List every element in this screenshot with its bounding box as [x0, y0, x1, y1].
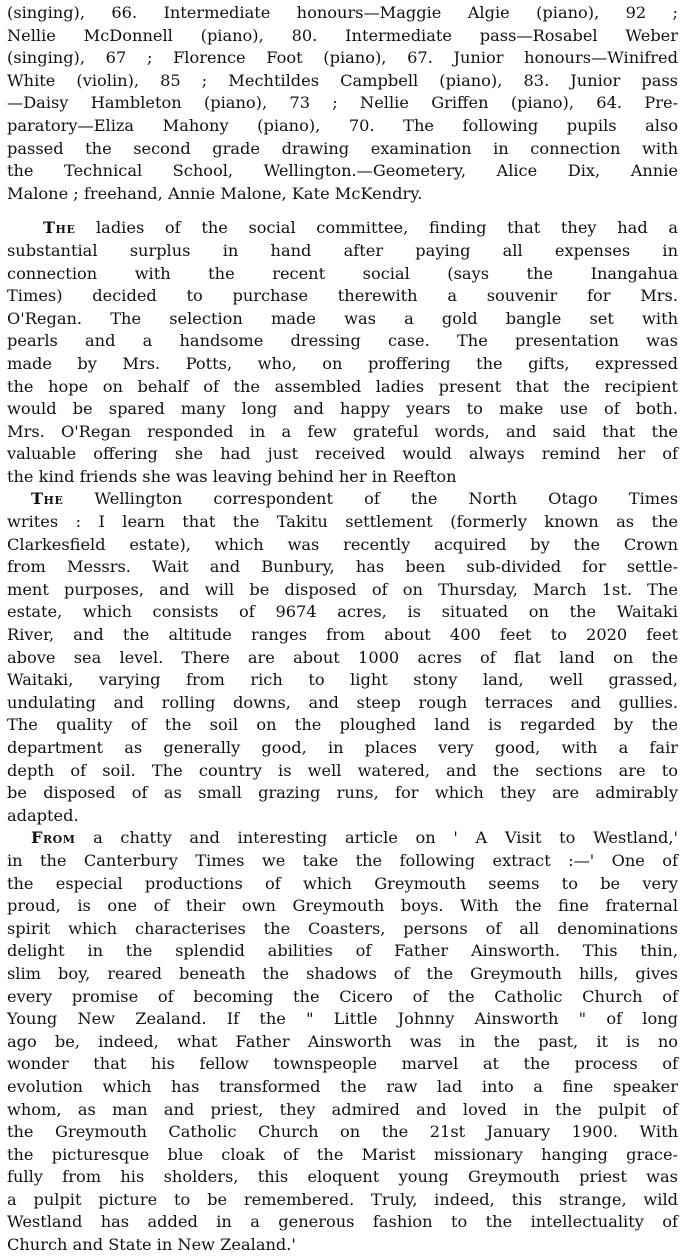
paragraph-social-committee [7, 217, 678, 488]
text-line: spirit which characterises the Coasters, persons of all denominations [7, 918, 678, 938]
text-line: Church and State in New Zealand.' [7, 1235, 296, 1255]
text-line [7, 217, 678, 240]
text-line: from Messrs. Wait and Bunbury, has been sub-divided for settle- [7, 557, 678, 577]
text-line: substantial surplus in hand after paying all expenses in [7, 240, 678, 260]
text-line: the hope on behalf of the assembled ladies present that the recipient [7, 376, 678, 396]
text-line: ment purposes, and will be disposed of on Thursday, March 1st. The [7, 579, 678, 599]
text-line: Nellie McDonnell (piano), 80. Intermediate pass—Rosabel Weber [7, 25, 678, 45]
text-line: Westland has added in a generous fashion to the intellectuality of [7, 1212, 678, 1232]
text-line: the especial productions of which Greymouth seems to be very [7, 873, 678, 893]
text-line: O'Regan. The selection made was a gold bangle set with [7, 308, 678, 328]
text-line: above sea level. There are about 1000 acres of flat land on the [7, 647, 678, 667]
paragraph-lead-word: The [43, 218, 76, 238]
text-line: estate, which consists of 9674 acres, is situated on the Waitaki [7, 602, 678, 622]
text-line: wonder that his fellow townspeople marvel at the process of [7, 1054, 678, 1074]
paragraph-gap [7, 205, 678, 217]
text-line: adapted. [7, 805, 79, 825]
text-line: would be spared many long and happy years to make use of both. [7, 399, 678, 419]
text-line: delight in the splendid abilities of Father Ainsworth. This thin, [7, 941, 678, 961]
paragraph-exam-results [7, 2, 678, 205]
text-line: proud, is one of their own Greymouth boys. With the fine fraternal [7, 896, 678, 916]
text-line: the picturesque blue cloak of the Marist missionary hanging grace- [7, 1144, 678, 1164]
text-line: Malone ; freehand, Annie Malone, Kate McKendry. [7, 183, 423, 203]
text-line: the kind friends she was leaving behind her in Reefton [7, 466, 457, 486]
text-line: whom, as man and priest, they admired and loved in the pulpit of [7, 1099, 678, 1119]
line-text: a chatty and interesting article on ' A Visit to Westland,' [75, 828, 678, 848]
line-text: ladies of the social committee, finding that they had a [75, 218, 678, 238]
text-line: —Daisy Hambleton (piano), 73 ; Nellie Griffen (piano), 64. Pre- [7, 93, 678, 113]
text-line: (singing), 67 ; Florence Foot (piano), 67. Junior honours—Winifred [7, 48, 678, 68]
text-line: slim boy, reared beneath the shadows of the Greymouth hills, gives [7, 963, 678, 983]
text-line: fully from his sholders, this eloquent young Greymouth priest was [7, 1167, 678, 1187]
paragraph-takitu-settlement [7, 488, 678, 827]
text-line: Mrs. O'Regan responded in a few grateful words, and said that the [7, 421, 678, 441]
text-line: Times) decided to purchase therewith a souvenir for Mrs. [7, 286, 678, 306]
paragraph-westland-article [7, 827, 678, 1256]
text-line: made by Mrs. Potts, who, on proffering the gifts, expressed [7, 353, 678, 373]
text-line: be disposed of as small grazing runs, for which they are admirably [7, 783, 678, 803]
text-line: the Greymouth Catholic Church on the 21st January 1900. With [7, 1122, 678, 1142]
line-text: Wellington correspondent of the North Otago Times [63, 489, 678, 509]
text-line: department as generally good, in places very good, with a fair [7, 738, 678, 757]
text-line: every promise of becoming the Cicero of the Catholic Church of [7, 986, 678, 1006]
text-line [7, 488, 678, 511]
text-line: depth of soil. The country is well watered, and the sections are to [7, 760, 678, 780]
paragraph-lead-word: The [31, 489, 64, 509]
text-line: Waitaki, varying from rich to light stony land, well grassed, [7, 670, 678, 690]
text-line: valuable offering she had just received would always remind her of [7, 444, 678, 464]
text-line: White (violin), 85 ; Mechtildes Campbell (piano), 83. Junior pass [7, 70, 678, 90]
text-line: writes : I learn that the Takitu settlement (formerly known as the [7, 512, 678, 532]
text-line: in the Canterbury Times we take the following extract :—' One of [7, 850, 678, 870]
text-line: (singing), 66. Intermediate honours—Maggie Algie (piano), 92 ; [7, 3, 678, 22]
text-line: The quality of the soil on the ploughed land is regarded by the [7, 715, 678, 735]
text-line: undulating and rolling downs, and steep rough terraces and gullies. [7, 692, 678, 712]
text-line: ago be, indeed, what Father Ainsworth was in the past, it is no [7, 1031, 678, 1051]
text-line: paratory—Eliza Mahony (piano), 70. The following pupils also [7, 115, 678, 135]
text-line: Young New Zealand. If the " Little Johnny Ainsworth " of long [7, 1009, 678, 1029]
text-line: connection with the recent social (says the Inangahua [7, 263, 678, 283]
text-line: River, and the altitude ranges from about 400 feet to 2020 feet [7, 625, 678, 645]
text-line: pearls and a handsome dressing case. The presentation was [7, 331, 678, 351]
text-line: a pulpit picture to be remembered. Truly, indeed, this strange, wild [7, 1189, 678, 1209]
paragraph-lead-word: From [31, 828, 76, 848]
text-line: the Technical School, Wellington.—Geometery, Alice Dix, Annie [7, 161, 678, 181]
text-line: Clarkesfield estate), which was recently acquired by the Crown [7, 534, 678, 554]
text-line: evolution which has transformed the raw lad into a fine speaker [7, 1076, 678, 1096]
text-line [7, 827, 678, 850]
text-line: passed the second grade drawing examination in connection with [7, 138, 678, 158]
